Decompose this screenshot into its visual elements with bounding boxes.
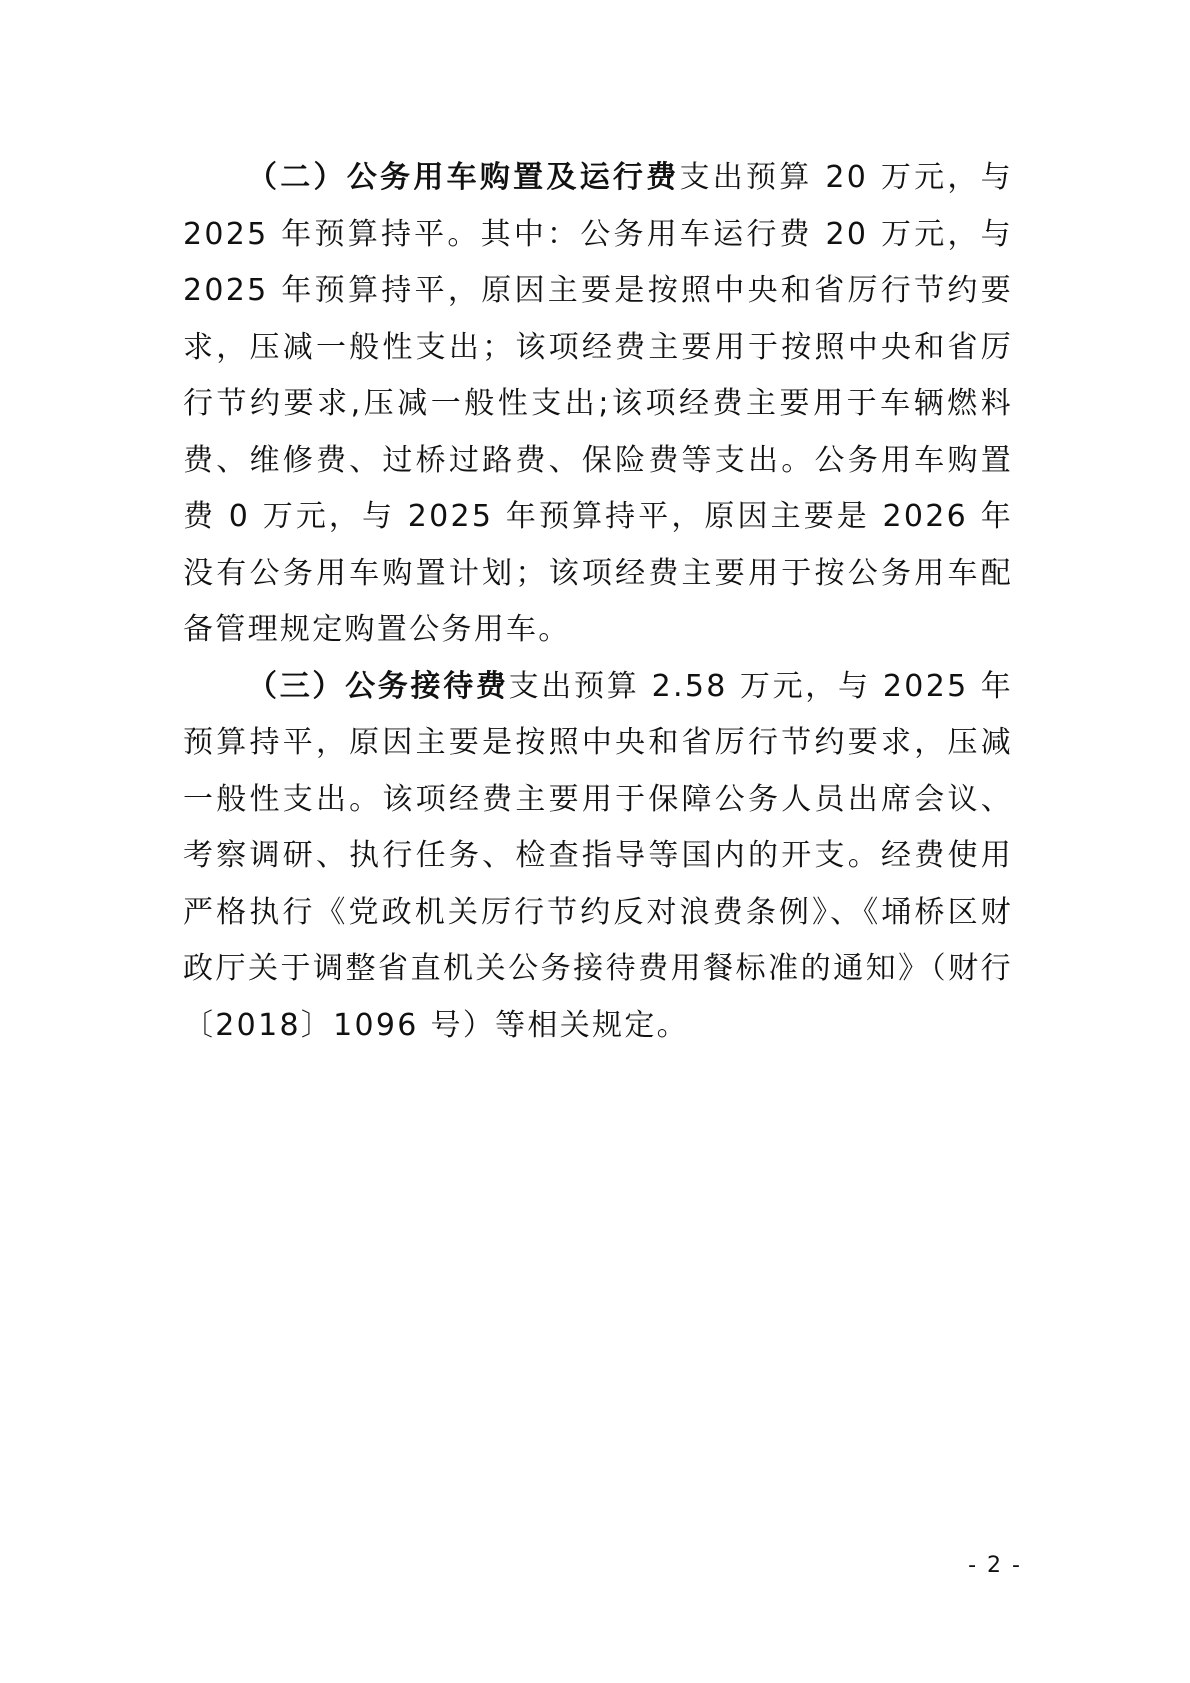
- paragraph-text: 支出预算 2.58 万元，与 2025 年预算持平，原因主要是按照中央和省厉行节约要求，压减一般性支出。该项经费主要用于保障公务人员出席会议、考察调研、执行任务、检查指导等国内的开支。经费使用严格执行《党政机关厉行节约反对浪费条例》、《埇桥区财政厅关于调整省直机关公务接待费用餐标准的通知》（财行〔2018〕1096 号）等相关规定。: [183, 668, 1013, 1043]
- paragraph-text: 支出预算 20 万元，与 2025 年预算持平。其中：公务用车运行费 20 万元，与 2025 年预算持平，原因主要是按照中央和省厉行节约要求，压减一般性支出；该项经费主要用于按照中央和省厉行节约要求,压减一般性支出;该项经费主要用于车辆燃料费、维修费、过桥过路费、保险费等支出。公务用车购置费 0 万元，与 2025 年预算持平，原因主要是 2026 年没有公务用车购置计划；该项经费主要用于按公务用车配备管理规定购置公务用车。: [183, 160, 1013, 647]
- document-body: [183, 150, 1013, 1054]
- paragraph-vehicle-expenses: [183, 150, 1013, 659]
- paragraph-heading: （三）公务接待费: [247, 668, 509, 704]
- paragraph-heading: （二）公务用车购置及运行费: [247, 160, 680, 195]
- page-number: - 2 -: [968, 1553, 1022, 1578]
- paragraph-reception-expenses: [183, 659, 1013, 1055]
